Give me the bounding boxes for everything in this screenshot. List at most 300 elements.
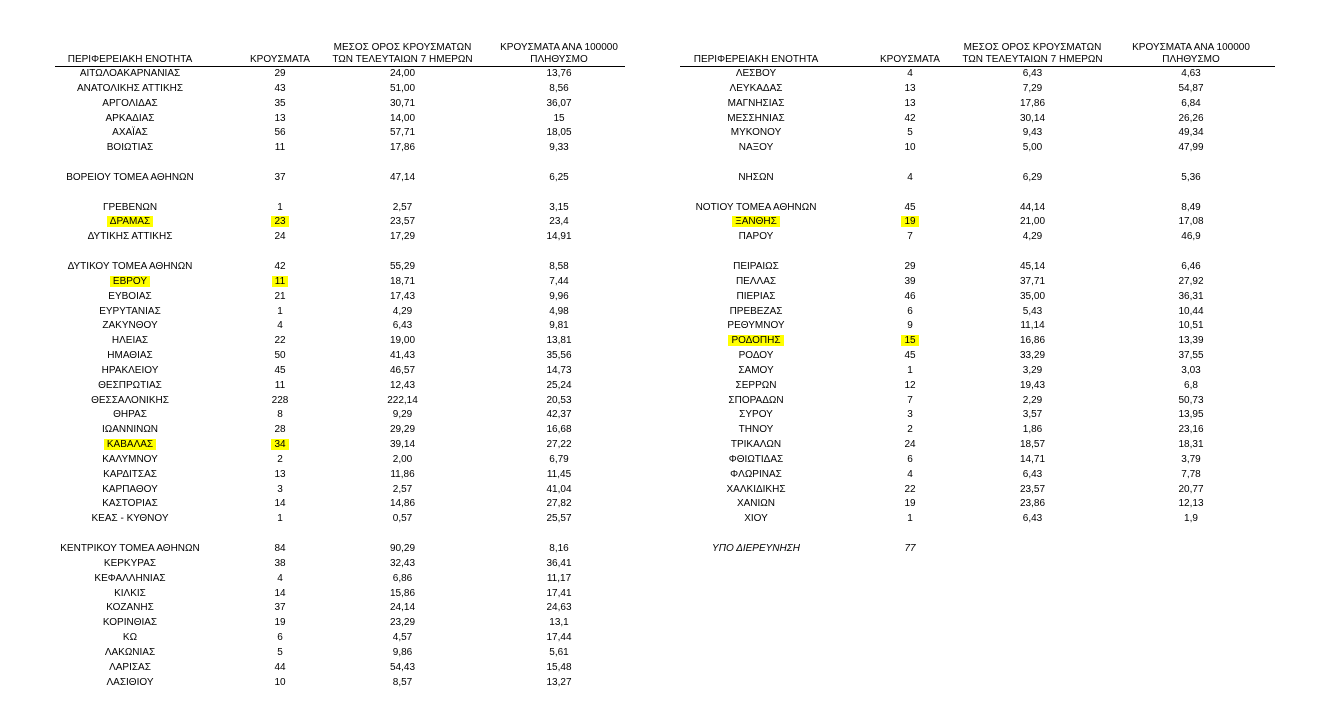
cases-cell-text: 11 bbox=[274, 379, 286, 391]
per100k-cell-text: 36,07 bbox=[546, 97, 572, 109]
avg7-cell bbox=[330, 587, 475, 602]
avg7-cell-text: 17,29 bbox=[389, 231, 416, 243]
per100k-cell-text: 42,37 bbox=[546, 409, 572, 421]
cases-cell bbox=[245, 230, 315, 245]
per100k-cell-text: 15 bbox=[553, 112, 565, 124]
table-row bbox=[680, 349, 1275, 364]
avg7-cell bbox=[330, 112, 475, 127]
cases-cell bbox=[245, 126, 315, 141]
table-row bbox=[680, 230, 1275, 245]
region-cell bbox=[55, 497, 205, 512]
per100k-cell-text: 13,1 bbox=[549, 617, 569, 629]
region-cell bbox=[680, 290, 832, 305]
per100k-cell-text: 17,44 bbox=[546, 632, 572, 644]
per100k-cell-text: 18,31 bbox=[1178, 439, 1204, 451]
cases-cell bbox=[245, 379, 315, 394]
per100k-cell-text: 7,78 bbox=[1181, 468, 1201, 480]
table-row bbox=[680, 423, 1275, 438]
region-cell bbox=[55, 215, 205, 230]
cases-cell bbox=[245, 453, 315, 468]
per100k-cell-text: 25,24 bbox=[546, 379, 572, 391]
region-cell bbox=[55, 631, 205, 646]
per100k-cell bbox=[493, 408, 625, 423]
avg7-cell-text: 11,14 bbox=[1020, 320, 1045, 332]
per100k-cell-text: 3,15 bbox=[549, 201, 569, 213]
per100k-cell bbox=[493, 483, 625, 498]
table-row bbox=[55, 557, 625, 572]
avg7-cell bbox=[960, 82, 1105, 97]
region-cell-text: ΝΑΞΟΥ bbox=[738, 142, 774, 154]
per100k-cell-text: 41,04 bbox=[546, 483, 572, 495]
avg7-cell bbox=[330, 572, 475, 587]
avg7-cell-text: 6,43 bbox=[1022, 68, 1043, 79]
avg7-cell bbox=[960, 290, 1105, 305]
cases-cell bbox=[875, 364, 945, 379]
cases-cell-text: 3 bbox=[907, 409, 913, 421]
region-cell-text: ΒΟΡΕΙΟΥ ΤΟΜΕΑ ΑΘΗΝΩΝ bbox=[66, 171, 194, 183]
blank-row bbox=[680, 245, 1275, 260]
cases-cell-text: 12 bbox=[904, 379, 916, 391]
region-cell-text: ΙΩΑΝΝΙΝΩΝ bbox=[101, 424, 159, 436]
table-row bbox=[55, 67, 625, 82]
table-row bbox=[55, 676, 625, 691]
table-row bbox=[680, 275, 1275, 290]
per100k-cell-text: 47,99 bbox=[1178, 142, 1204, 154]
region-cell bbox=[55, 572, 205, 587]
region-cell-text: ΕΒΡΟΥ bbox=[110, 276, 150, 287]
region-cell-text: ΞΑΝΘΗΣ bbox=[732, 216, 780, 227]
cases-cell-text: 2 bbox=[277, 453, 283, 465]
region-cell-text: ΝΗΣΩΝ bbox=[738, 171, 774, 183]
cases-cell-text: 5 bbox=[907, 127, 913, 139]
table-row bbox=[55, 572, 625, 587]
cases-cell-text: 7 bbox=[907, 394, 913, 406]
cases-cell-text: 56 bbox=[274, 127, 286, 139]
cases-cell bbox=[245, 141, 315, 156]
per100k-cell-text: 4,98 bbox=[549, 305, 569, 317]
cases-cell-text: 34 bbox=[271, 439, 288, 450]
blank-row bbox=[55, 186, 625, 201]
region-cell-text: ΝΟΤΙΟΥ ΤΟΜΕΑ ΑΘΗΝΩΝ bbox=[695, 201, 817, 213]
avg7-cell bbox=[960, 379, 1105, 394]
region-cell bbox=[55, 379, 205, 394]
avg7-cell bbox=[960, 423, 1105, 438]
region-cell-text: ΛΑΚΩΝΙΑΣ bbox=[104, 646, 156, 658]
avg7-cell bbox=[330, 260, 475, 275]
region-cell-text: ΛΕΥΚΑΔΑΣ bbox=[729, 82, 783, 94]
per100k-cell-text: 36,31 bbox=[1178, 290, 1204, 302]
avg7-cell bbox=[330, 215, 475, 230]
per100k-cell bbox=[1122, 408, 1260, 423]
region-cell-text: ΗΜΑΘΙΑΣ bbox=[107, 350, 153, 362]
region-cell-text: ΚΟΖΑΝΗΣ bbox=[106, 602, 154, 614]
table-row bbox=[680, 201, 1275, 216]
cases-cell-text: 39 bbox=[904, 275, 916, 287]
region-cell bbox=[55, 423, 205, 438]
avg7-cell bbox=[330, 676, 475, 691]
avg7-cell-text: 24,00 bbox=[389, 68, 416, 79]
table-row bbox=[55, 126, 625, 141]
region-cell bbox=[680, 334, 832, 349]
left-table-body bbox=[55, 67, 625, 690]
cases-cell-text: 28 bbox=[274, 424, 286, 436]
per100k-cell-text: 36,41 bbox=[546, 557, 572, 569]
avg7-cell bbox=[960, 201, 1105, 216]
cases-cell-text: 43 bbox=[274, 82, 286, 94]
region-cell-text: ΚΑΡΠΑΘΟΥ bbox=[102, 483, 158, 495]
cases-cell bbox=[245, 468, 315, 483]
avg7-cell bbox=[330, 364, 475, 379]
avg7-cell-text: 3,29 bbox=[1022, 364, 1043, 376]
avg7-cell-text: 6,43 bbox=[392, 320, 413, 332]
per100k-cell bbox=[493, 438, 625, 453]
blank-row bbox=[55, 156, 625, 171]
avg7-cell-text: 35,00 bbox=[1019, 290, 1046, 302]
avg7-cell bbox=[330, 408, 475, 423]
avg7-cell-text: 17,86 bbox=[389, 142, 416, 154]
per100k-cell-text: 14,73 bbox=[546, 364, 572, 376]
avg7-cell bbox=[960, 349, 1105, 364]
region-cell-text: ΜΑΓΝΗΣΙΑΣ bbox=[727, 97, 785, 109]
avg7-cell-text: 24,14 bbox=[389, 602, 416, 614]
avg7-column-header: ΜΕΣΟΣ ΟΡΟΣ ΚΡΟΥΣΜΑΤΩΝ ΤΩΝ ΤΕΛΕΥΤΑΙΩΝ 7 ΗΜΕΡΩΝ bbox=[332, 42, 473, 65]
cases-cell bbox=[875, 230, 945, 245]
cases-cell-text: 14 bbox=[274, 498, 286, 510]
per100k-cell bbox=[1122, 201, 1260, 216]
avg7-cell-text: 9,86 bbox=[392, 646, 413, 658]
per100k-cell-text: 5,61 bbox=[549, 646, 569, 658]
cases-cell-text: 37 bbox=[274, 171, 286, 183]
avg7-cell bbox=[330, 171, 475, 186]
region-cell-text: ΤΗΝΟΥ bbox=[738, 424, 774, 436]
per100k-cell bbox=[493, 230, 625, 245]
per100k-cell bbox=[493, 616, 625, 631]
avg7-cell bbox=[330, 423, 475, 438]
cases-cell-text: 24 bbox=[274, 231, 286, 243]
avg7-cell-text: 6,43 bbox=[1022, 513, 1043, 525]
per100k-cell bbox=[493, 97, 625, 112]
per100k-cell bbox=[1122, 97, 1260, 112]
per100k-cell-text: 13,95 bbox=[1178, 409, 1204, 421]
cases-cell bbox=[875, 171, 945, 186]
avg7-cell-text: 23,29 bbox=[389, 617, 416, 629]
avg7-cell-text: 7,29 bbox=[1022, 82, 1043, 94]
avg7-cell bbox=[330, 319, 475, 334]
table-row bbox=[680, 334, 1275, 349]
table-row bbox=[55, 349, 625, 364]
avg7-cell bbox=[330, 334, 475, 349]
table-row bbox=[55, 601, 625, 616]
region-cell-text: ΡΟΔΟΥ bbox=[738, 350, 774, 362]
cases-cell-text: 14 bbox=[274, 587, 286, 599]
avg7-cell-text: 6,86 bbox=[392, 572, 413, 584]
cases-cell-text: 228 bbox=[271, 394, 289, 406]
table-row bbox=[680, 97, 1275, 112]
per100k-cell-text: 27,82 bbox=[546, 498, 572, 510]
region-cell-text: ΚΑΡΔΙΤΣΑΣ bbox=[103, 468, 157, 480]
cases-cell bbox=[245, 587, 315, 602]
avg7-cell bbox=[960, 126, 1105, 141]
per100k-cell-text: 13,76 bbox=[546, 68, 572, 79]
cases-cell bbox=[875, 260, 945, 275]
avg7-column-header: ΜΕΣΟΣ ΟΡΟΣ ΚΡΟΥΣΜΑΤΩΝ ΤΩΝ ΤΕΛΕΥΤΑΙΩΝ 7 ΗΜΕΡΩΝ bbox=[962, 42, 1103, 65]
per100k-cell-text: 49,34 bbox=[1178, 127, 1204, 139]
per100k-cell-text: 9,33 bbox=[549, 142, 569, 154]
avg7-cell-text: 30,71 bbox=[389, 97, 416, 109]
cases-cell bbox=[875, 512, 945, 527]
region-cell bbox=[680, 483, 832, 498]
region-cell-text: ΦΛΩΡΙΝΑΣ bbox=[730, 468, 782, 480]
region-cell-text: ΑΡΚΑΔΙΑΣ bbox=[105, 112, 155, 124]
avg7-cell-text: 222,14 bbox=[387, 394, 418, 406]
avg7-cell-text: 23,57 bbox=[389, 216, 416, 228]
cases-cell bbox=[245, 394, 315, 409]
cases-cell-text: 4 bbox=[907, 171, 913, 183]
cases-cell bbox=[875, 379, 945, 394]
region-cell-text: ΑΙΤΩΛΟΑΚΑΡΝΑΝΙΑΣ bbox=[79, 68, 181, 79]
avg7-cell bbox=[960, 497, 1105, 512]
cases-cell bbox=[875, 275, 945, 290]
cases-cell-text: 9 bbox=[907, 320, 913, 332]
cases-cell bbox=[875, 290, 945, 305]
region-cell-text: ΘΕΣΠΡΩΤΙΑΣ bbox=[98, 379, 162, 391]
per100k-column-header: ΚΡΟΥΣΜΑΤΑ ΑΝΑ 100000 ΠΛΗΘΥΣΜΟ bbox=[500, 42, 618, 65]
region-cell-text: ΧΑΛΚΙΔΙΚΗΣ bbox=[726, 483, 786, 495]
table-row bbox=[55, 305, 625, 320]
avg7-cell-text: 5,43 bbox=[1022, 305, 1043, 317]
region-cell-text: ΜΕΣΣΗΝΙΑΣ bbox=[727, 112, 785, 124]
table-row bbox=[680, 260, 1275, 275]
region-cell-text: ΚΕΡΚΥΡΑΣ bbox=[103, 557, 157, 569]
table-row bbox=[680, 394, 1275, 409]
cases-cell bbox=[245, 215, 315, 230]
region-cell bbox=[55, 305, 205, 320]
region-cell bbox=[680, 230, 832, 245]
table-row bbox=[680, 171, 1275, 186]
per100k-cell-text: 13,39 bbox=[1178, 335, 1204, 347]
avg7-cell-text: 9,29 bbox=[392, 409, 413, 421]
table-row bbox=[55, 230, 625, 245]
table-row bbox=[55, 97, 625, 112]
per100k-cell-text: 3,03 bbox=[1181, 364, 1201, 376]
per100k-cell-text: 35,56 bbox=[546, 350, 572, 362]
region-cell-text: ΚΕΑΣ - ΚΥΘΝΟΥ bbox=[91, 513, 169, 525]
avg7-cell-text: 15,86 bbox=[389, 587, 416, 599]
region-cell bbox=[680, 275, 832, 290]
per100k-cell-text: 6,8 bbox=[1184, 379, 1198, 391]
cases-cell bbox=[875, 542, 945, 557]
cases-cell bbox=[245, 661, 315, 676]
left-table-header bbox=[55, 38, 625, 67]
avg7-cell-text: 14,71 bbox=[1019, 453, 1046, 465]
region-cell bbox=[680, 201, 832, 216]
cases-cell bbox=[245, 112, 315, 127]
region-cell bbox=[680, 364, 832, 379]
cases-cell bbox=[245, 364, 315, 379]
region-cell bbox=[55, 512, 205, 527]
cases-cell-text: 42 bbox=[274, 260, 286, 272]
cases-cell-text: 38 bbox=[274, 557, 286, 569]
per100k-cell bbox=[493, 260, 625, 275]
avg7-cell bbox=[960, 275, 1105, 290]
cases-cell bbox=[875, 453, 945, 468]
per100k-cell-text: 16,68 bbox=[546, 424, 572, 436]
per100k-cell-text: 20,53 bbox=[546, 394, 572, 406]
table-row bbox=[680, 483, 1275, 498]
avg7-cell bbox=[960, 438, 1105, 453]
table-row bbox=[55, 319, 625, 334]
cases-cell bbox=[245, 676, 315, 691]
per100k-cell-text: 8,56 bbox=[549, 82, 569, 94]
region-cell bbox=[55, 394, 205, 409]
region-cell bbox=[680, 512, 832, 527]
avg7-cell-text: 44,14 bbox=[1019, 201, 1046, 213]
cases-cell bbox=[875, 334, 945, 349]
cases-cell bbox=[245, 438, 315, 453]
left-cases-table bbox=[55, 38, 625, 690]
cases-cell-text: 11 bbox=[272, 276, 288, 287]
cases-cell-text: 29 bbox=[904, 260, 916, 272]
cases-cell-text: 13 bbox=[274, 468, 286, 480]
region-cell-text: ΚΙΛΚΙΣ bbox=[114, 587, 146, 599]
avg7-cell bbox=[960, 67, 1105, 82]
region-cell bbox=[680, 542, 832, 557]
per100k-cell-text: 24,63 bbox=[546, 602, 572, 614]
cases-column-header: ΚΡΟΥΣΜΑΤΑ bbox=[250, 54, 310, 65]
avg7-cell bbox=[330, 601, 475, 616]
cases-cell-text: 23 bbox=[271, 216, 288, 227]
per100k-cell bbox=[1122, 275, 1260, 290]
per100k-cell-text: 3,79 bbox=[1181, 453, 1201, 465]
table-row bbox=[680, 438, 1275, 453]
avg7-cell bbox=[960, 394, 1105, 409]
region-column-header: ΠΕΡΙΦΕΡΕΙΑΚΗ ΕΝΟΤΗΤΑ bbox=[67, 54, 193, 65]
per100k-cell bbox=[493, 349, 625, 364]
avg7-cell bbox=[330, 230, 475, 245]
avg7-cell-text: 2,57 bbox=[392, 483, 413, 495]
per100k-cell bbox=[1122, 512, 1260, 527]
region-cell bbox=[680, 97, 832, 112]
region-cell-text: ΡΟΔΟΠΗΣ bbox=[728, 335, 783, 346]
region-cell-text: ΚΑΛΥΜΝΟΥ bbox=[102, 453, 158, 465]
cases-cell bbox=[875, 497, 945, 512]
per100k-cell bbox=[1122, 423, 1260, 438]
per100k-cell bbox=[493, 497, 625, 512]
per100k-cell bbox=[1122, 290, 1260, 305]
table-row bbox=[55, 661, 625, 676]
per100k-cell bbox=[1122, 82, 1260, 97]
avg7-cell bbox=[960, 215, 1105, 230]
per100k-cell-text: 12,13 bbox=[1178, 498, 1204, 510]
cases-cell-text: 19 bbox=[904, 498, 916, 510]
table-row bbox=[680, 305, 1275, 320]
avg7-cell bbox=[330, 483, 475, 498]
avg7-cell-text: 46,57 bbox=[389, 364, 416, 376]
avg7-cell-text: 23,86 bbox=[1019, 498, 1046, 510]
per100k-cell bbox=[493, 512, 625, 527]
cases-cell bbox=[245, 349, 315, 364]
cases-cell-text: 45 bbox=[274, 364, 286, 376]
cases-cell-text: 13 bbox=[904, 97, 916, 109]
region-cell bbox=[55, 334, 205, 349]
per100k-cell-text: 6,25 bbox=[549, 171, 569, 183]
avg7-cell bbox=[330, 141, 475, 156]
cases-cell-text: 19 bbox=[274, 617, 286, 629]
cases-cell-text: 1 bbox=[277, 513, 283, 525]
cases-cell-text: 6 bbox=[277, 632, 283, 644]
avg7-cell bbox=[960, 483, 1105, 498]
cases-cell bbox=[875, 126, 945, 141]
per100k-cell bbox=[1122, 305, 1260, 320]
region-cell bbox=[680, 319, 832, 334]
table-row bbox=[680, 542, 1275, 557]
avg7-cell bbox=[330, 67, 475, 82]
region-cell bbox=[680, 141, 832, 156]
cases-cell-text: 46 bbox=[904, 290, 916, 302]
avg7-cell-text: 18,71 bbox=[389, 275, 416, 287]
avg7-cell bbox=[330, 497, 475, 512]
cases-cell bbox=[245, 82, 315, 97]
per100k-cell bbox=[493, 201, 625, 216]
per100k-cell bbox=[1122, 141, 1260, 156]
table-row bbox=[55, 587, 625, 602]
region-cell-text: ΧΙΟΥ bbox=[744, 513, 768, 525]
region-cell-text: ΕΥΒΟΙΑΣ bbox=[108, 290, 152, 302]
per100k-cell bbox=[493, 67, 625, 82]
cases-cell-text: 21 bbox=[274, 290, 286, 302]
region-cell bbox=[680, 408, 832, 423]
region-cell bbox=[55, 230, 205, 245]
per100k-cell bbox=[493, 305, 625, 320]
per100k-cell bbox=[493, 661, 625, 676]
per100k-cell bbox=[1122, 126, 1260, 141]
region-cell bbox=[680, 215, 832, 230]
per100k-cell bbox=[493, 364, 625, 379]
avg7-cell bbox=[960, 408, 1105, 423]
avg7-cell-text: 37,71 bbox=[1019, 275, 1046, 287]
avg7-cell bbox=[960, 453, 1105, 468]
cases-cell-text: 4 bbox=[907, 68, 913, 79]
cases-cell-text: 1 bbox=[277, 201, 283, 213]
region-cell bbox=[680, 379, 832, 394]
per100k-cell bbox=[493, 112, 625, 127]
table-row bbox=[55, 394, 625, 409]
per100k-cell bbox=[493, 394, 625, 409]
cases-cell bbox=[245, 557, 315, 572]
table-row bbox=[55, 512, 625, 527]
region-cell-text: ΘΗΡΑΣ bbox=[113, 409, 147, 421]
avg7-cell bbox=[960, 97, 1105, 112]
cases-cell bbox=[245, 542, 315, 557]
per100k-cell-text: 25,57 bbox=[546, 513, 572, 525]
avg7-cell-text: 16,86 bbox=[1019, 335, 1046, 347]
avg7-cell bbox=[330, 379, 475, 394]
per100k-cell bbox=[1122, 364, 1260, 379]
cases-cell-text: 13 bbox=[274, 112, 286, 124]
cases-cell bbox=[875, 319, 945, 334]
avg7-cell bbox=[960, 305, 1105, 320]
cases-cell bbox=[245, 483, 315, 498]
table-row bbox=[680, 290, 1275, 305]
region-cell bbox=[680, 112, 832, 127]
per100k-cell bbox=[493, 126, 625, 141]
cases-cell-text: 45 bbox=[904, 350, 916, 362]
cases-cell-text: 1 bbox=[907, 513, 913, 525]
region-cell-text: ΠΕΛΛΑΣ bbox=[735, 275, 777, 287]
cases-cell bbox=[875, 468, 945, 483]
cases-cell bbox=[875, 394, 945, 409]
cases-cell bbox=[245, 290, 315, 305]
